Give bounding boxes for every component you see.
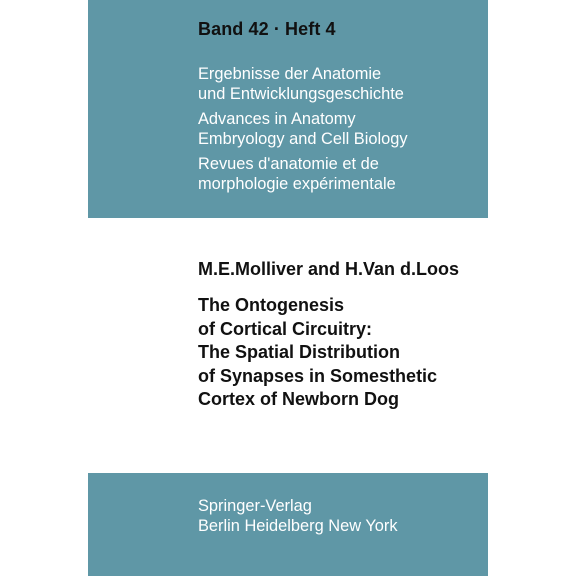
publisher: Springer-Verlag Berlin Heidelberg New York [198,497,398,535]
series-title-list [198,64,408,199]
series-title-german: Ergebnisse der Anatomie und Entwicklungsgeschichte [198,65,404,103]
series-title-english: Advances in Anatomy Embryology and Cell Biology [198,110,408,148]
book-cover [88,0,488,576]
volume-issue: Band 42 · Heft 4 [198,19,336,39]
authors: M.E.Molliver and H.Van d.Loos [198,259,460,279]
series-title-french: Revues d'anatomie et de morphologie expérimentale [198,155,396,193]
book-title: The Ontogenesis of Cortical Circuitry: The Spatial Distribution of Synapses in Somesthetic Cortex of Newborn Dog [198,295,438,410]
